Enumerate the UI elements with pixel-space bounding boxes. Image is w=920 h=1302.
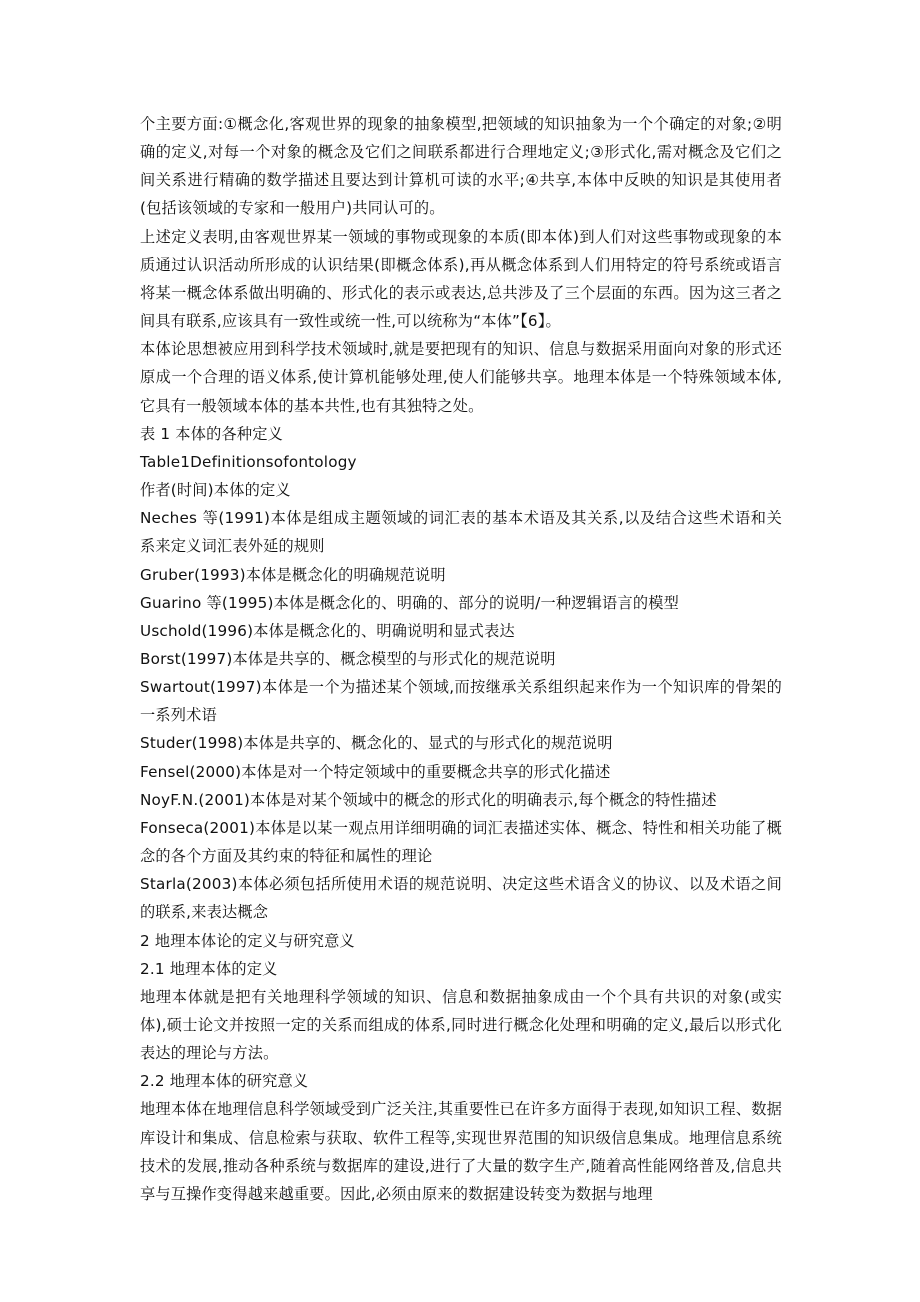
section-heading: 2 地理本体论的定义与研究意义	[140, 931, 355, 950]
table-row: Guarino 等(1995)本体是概念化的、明确的、部分的说明/一种逻辑语言的模型	[140, 593, 679, 612]
paragraph: 地理本体就是把有关地理科学领域的知识、信息和数据抽象成由一个个具有共识的对象(或实体),硕士论文并按照一定的关系而组成的体系,同时进行概念化处理和明确的定义,最后以形式化表达的理论与方法。	[140, 987, 783, 1063]
table-caption-en: Table1Definitionsofontology	[140, 452, 357, 471]
subsection-heading: 2.2 地理本体的研究意义	[140, 1072, 309, 1091]
table-caption-cn: 表 1 本体的各种定义	[140, 424, 284, 443]
table-row: Gruber(1993)本体是概念化的明确规范说明	[140, 565, 446, 584]
table-row: Uschold(1996)本体是概念化的、明确说明和显式表达	[140, 621, 515, 640]
table-row: Borst(1997)本体是共享的、概念模型的与形式化的规范说明	[140, 649, 556, 668]
document-body	[140, 110, 782, 1208]
table-row: Neches 等(1991)本体是组成主题领域的词汇表的基本术语及其关系,以及结合这些术语和关系来定义词汇表外延的规则	[140, 509, 782, 556]
paragraph: 上述定义表明,由客观世界某一领域的事物或现象的本质(即本体)到人们对这些事物或现象的本质通过认识活动所形成的认识结果(即概念体系),再从概念体系到人们用特定的符号系统或语言将某一概念体系做出明确的、形式化的表示或表达,总共涉及了三个层面的东西。因为这三者之间具有联系,应该具有一致性或统一性,可以统称为“本体”【6】。	[140, 227, 782, 331]
table-row: NoyF.N.(2001)本体是对某个领域中的概念的形式化的明确表示,每个概念的特性描述	[140, 790, 717, 809]
table-header: 作者(时间)本体的定义	[140, 481, 291, 500]
paragraph: 个主要方面:①概念化,客观世界的现象的抽象模型,把领域的知识抽象为一个个确定的对象;②明确的定义,对每一个对象的概念及它们之间联系都进行合理地定义;③形式化,需对概念及它们之间关系进行精确的数学描述且要达到计算机可读的水平;④共享,本体中反映的知识是其使用者(包括该领域的专家和一般用户)共同认可的。	[140, 115, 782, 218]
table-row: Fensel(2000)本体是对一个特定领域中的重要概念共享的形式化描述	[140, 762, 611, 781]
subsection-heading: 2.1 地理本体的定义	[140, 959, 278, 978]
table-row: Starla(2003)本体必须包括所使用术语的规范说明、决定这些术语含义的协议、以及术语之间的联系,来表达概念	[140, 875, 782, 922]
table-row: Studer(1998)本体是共享的、概念化的、显式的与形式化的规范说明	[140, 734, 613, 753]
table-row: Swartout(1997)本体是一个为描述某个领域,而按继承关系组织起来作为一个知识库的骨架的一系列术语	[140, 678, 782, 725]
table-row: Fonseca(2001)本体是以某一观点用详细明确的词汇表描述实体、概念、特性和相关功能了概念的各个方面及其约束的特征和属性的理论	[140, 818, 782, 866]
paragraph: 本体论思想被应用到科学技术领域时,就是要把现有的知识、信息与数据采用面向对象的形式还原成一个合理的语义体系,使计算机能够处理,使人们能够共享。地理本体是一个特殊领域本体,它具有一般领域本体的基本共性,也有其独特之处。	[140, 340, 782, 415]
paragraph: 地理本体在地理信息科学领域受到广泛关注,其重要性已在许多方面得于表现,如知识工程、数据库设计和集成、信息检索与获取、软件工程等,实现世界范围的知识级信息集成。地理信息系统技术的发展,推动各种系统与数据库的建设,进行了大量的数字生产,随着高性能网络普及,信息共享与互操作变得越来越重要。因此,必须由原来的数据建设转变为数据与地理	[140, 1100, 782, 1203]
